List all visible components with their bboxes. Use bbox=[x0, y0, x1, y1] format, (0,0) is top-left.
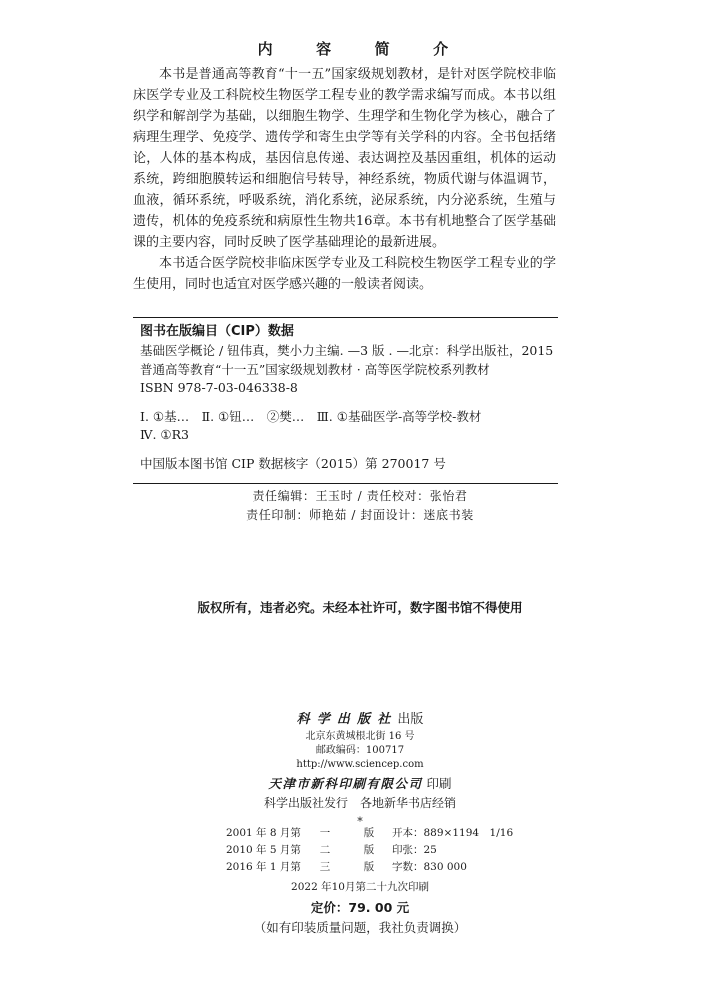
edition-date: 2010 年 5 月第 bbox=[226, 844, 301, 856]
edition-number: 一 bbox=[319, 827, 331, 839]
content-summary bbox=[133, 64, 556, 295]
reprint-info: 2022 年10月第二十九次印刷 bbox=[291, 881, 429, 893]
cip-block bbox=[140, 322, 556, 473]
edition-number: 三 bbox=[319, 861, 331, 873]
cip-series-line: 普通高等教育“十一五”国家级规划教材 · 高等医学院校系列教材 bbox=[140, 361, 490, 377]
publisher-name: 科学出版社 bbox=[296, 712, 398, 727]
copyright-notice: 版权所有，违者必究。未经本社许可，数字图书馆不得使用 bbox=[197, 600, 523, 615]
edition-label: 版 bbox=[363, 861, 375, 873]
edition-spec: 印张：25 bbox=[392, 844, 437, 856]
price: 定价：79. 00 元 bbox=[310, 900, 410, 915]
cip-heading: 图书在版编目（CIP）数据 bbox=[140, 324, 294, 339]
cip-classification: Ⅳ. ①R3 bbox=[140, 427, 190, 442]
summary-paragraph-1: 本书是普通高等教育“十一五”国家级规划教材，是针对医学院校非临床医学专业及工科院校生物医学工程专业的教学需求编写而成。本书以组织学和解剖学为基础，以细胞生物学、生理学和生物化学为核心，融合了病理生理学、免疫学、遗传学和寄生虫学等有关学科的内容。全书包括绪论，人体的基本构成，基因信息传递、表达调控及基因重组，机体的运动系统，跨细胞膜转运和细胞信号转导，神经系统，物质代谢与体温调节，血液，循环系统，呼吸系统，消化系统，泌尿系统，内分泌系统，生殖与遗传，机体的免疫系统和病原性生物共16章。本书有机地整合了医学基础课的主要内容，同时反映了医学基础理论的最新进展。 bbox=[133, 67, 556, 250]
cip-title-line: 基础医学概论 / 钮伟真，樊小力主编. —3 版 . —北京：科学出版社，2015 bbox=[140, 343, 554, 358]
divider-top bbox=[133, 317, 558, 318]
edition-spec: 开本：889×1194 1/16 bbox=[392, 827, 514, 839]
editor-line-1: 责任编辑：王玉时 / 责任校对：张怡君 bbox=[252, 489, 468, 503]
table-row bbox=[226, 842, 513, 859]
separator-star: * bbox=[357, 815, 363, 828]
edition-date: 2016 年 1 月第 bbox=[226, 861, 301, 873]
cip-isbn: ISBN 978-7-03-046338-8 bbox=[140, 380, 298, 395]
cip-verification-number: 中国版本图书馆 CIP 数据核字（2015）第 270017 号 bbox=[140, 455, 446, 471]
quality-note: （如有印装质量问题，我社负责调换） bbox=[253, 920, 467, 935]
publisher-address: 北京东黄城根北街 16 号 bbox=[305, 731, 415, 742]
distribution-line: 科学出版社发行 各地新华书店经销 bbox=[263, 796, 456, 810]
printer-name: 天津市新科印刷有限公司 bbox=[268, 776, 423, 791]
publisher-postcode: 邮政编码：100717 bbox=[315, 745, 405, 756]
table-row bbox=[226, 825, 513, 842]
edition-spec: 字数：830 000 bbox=[392, 861, 467, 873]
edition-date: 2001 年 8 月第 bbox=[226, 827, 301, 839]
table-row bbox=[226, 859, 513, 876]
printer-line bbox=[0, 774, 720, 794]
edition-label: 版 bbox=[363, 844, 375, 856]
summary-paragraph-2: 本书适合医学院校非临床医学专业及工科院校生物医学工程专业的学生使用，同时也适宜对医学感兴趣的一般读者阅读。 bbox=[133, 256, 556, 292]
editor-credits bbox=[0, 487, 720, 525]
edition-table bbox=[226, 825, 513, 876]
edition-label: 版 bbox=[363, 827, 375, 839]
publisher-suffix: 出版 bbox=[397, 712, 424, 727]
editor-line-2: 责任印制：师艳茹 / 封面设计：迷底书装 bbox=[246, 508, 474, 522]
publisher-name-line bbox=[0, 710, 720, 730]
cip-subject-line: Ⅰ. ①基… Ⅱ. ①钮… ②樊… Ⅲ. ①基础医学-高等学校-教材 bbox=[140, 408, 482, 424]
edition-number: 二 bbox=[319, 844, 331, 856]
printer-suffix: 印刷 bbox=[426, 776, 452, 791]
divider-middle bbox=[133, 483, 558, 484]
publisher-url: http://www.sciencep.com bbox=[296, 759, 424, 770]
publisher-block bbox=[0, 710, 720, 829]
page-title: 内 容 简 介 bbox=[257, 40, 463, 58]
